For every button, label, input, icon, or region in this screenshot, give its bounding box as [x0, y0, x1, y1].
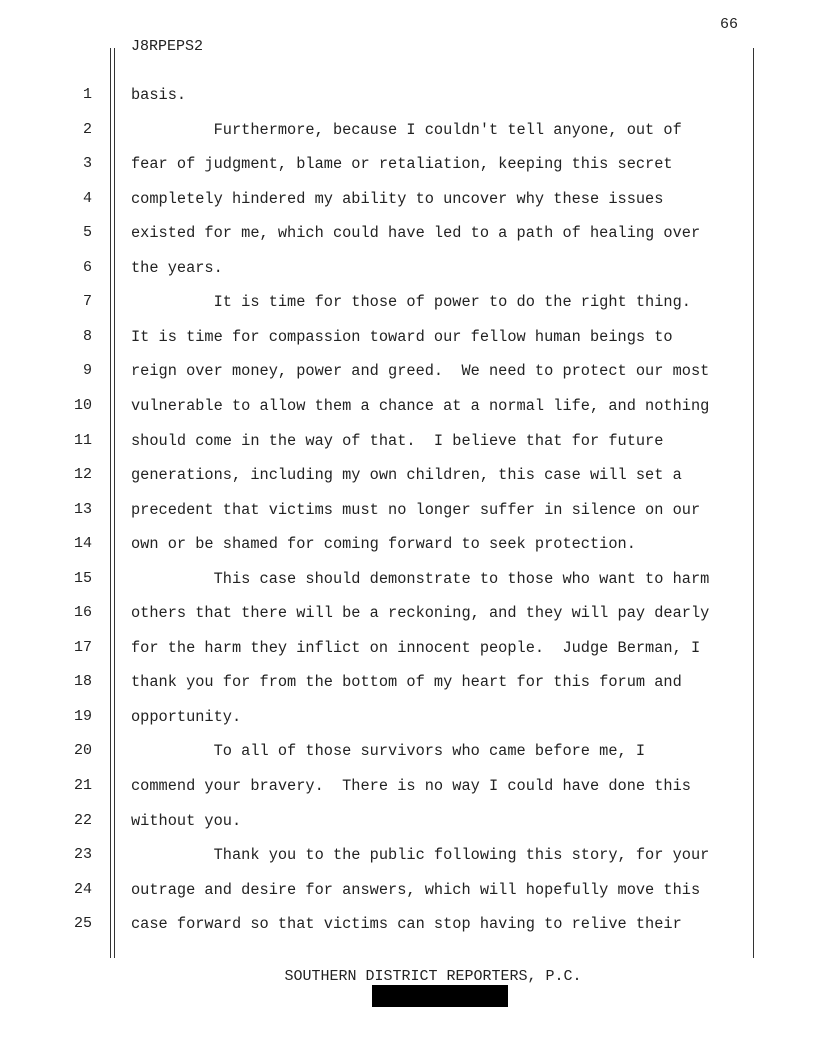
line-number: 2: [82, 120, 92, 138]
footer-reporter: SOUTHERN DISTRICT REPORTERS, P.C.: [284, 968, 582, 985]
transcript-line: [0, 429, 816, 453]
line-number: 14: [73, 535, 92, 553]
transcript-line: [0, 325, 816, 349]
line-number: 18: [73, 673, 92, 691]
line-number: 17: [73, 638, 92, 656]
transcript-line: [0, 221, 816, 245]
line-number: 21: [73, 777, 92, 794]
transcript-line: [0, 463, 816, 487]
line-number: 24: [73, 880, 92, 898]
line-text: This case should demonstrate to those who want to harm: [131, 569, 710, 588]
line-text: fear of judgment, blame or retaliation, keeping this secret: [131, 155, 673, 174]
line-text: own or be shamed for coming forward to seek protection.: [131, 535, 636, 554]
line-number: 1: [82, 86, 92, 103]
line-number: 9: [82, 362, 92, 380]
transcript-line: [0, 670, 816, 694]
line-number: 19: [73, 707, 92, 725]
line-number: 22: [73, 811, 92, 829]
case-id: J8RPEPS2: [131, 38, 204, 55]
line-text: Furthermore, because I couldn't tell anyone, out of: [131, 120, 682, 139]
line-text: thank you for from the bottom of my heart for this forum and: [131, 673, 682, 692]
line-text: reign over money, power and greed. We need to protect our most: [131, 362, 710, 381]
line-number: 7: [82, 293, 92, 311]
line-text: for the harm they inflict on innocent people. Judge Berman, I: [131, 638, 701, 657]
transcript-line: [0, 601, 816, 625]
line-number: 5: [82, 224, 92, 242]
line-text: It is time for those of power to do the right thing.: [131, 293, 691, 312]
line-text: completely hindered my ability to uncover why these issues: [131, 189, 664, 208]
transcript-line: [0, 912, 816, 936]
line-number: 6: [82, 258, 92, 276]
transcript-line: [0, 843, 816, 867]
redaction-bar: [372, 985, 508, 1007]
line-number: 3: [82, 155, 92, 173]
transcript-line: [0, 498, 816, 522]
line-number: 8: [82, 327, 92, 345]
transcript-line: [0, 118, 816, 142]
transcript-line: [0, 705, 816, 729]
line-text: existed for me, which could have led to a path of healing over: [131, 224, 701, 243]
line-text: Thank you to the public following this story, for your: [131, 846, 710, 865]
transcript-line: [0, 878, 816, 902]
line-number: 4: [82, 189, 92, 207]
transcript-line: [0, 290, 816, 314]
line-number: 11: [73, 431, 92, 449]
line-number: 15: [73, 569, 92, 587]
line-text: should come in the way of that. I believe that for future: [131, 431, 664, 450]
transcript-line: [0, 809, 816, 833]
transcript-line: [0, 83, 816, 107]
transcript-line: [0, 152, 816, 176]
line-number: 25: [73, 915, 92, 933]
line-text: To all of those survivors who came before me, I: [131, 742, 646, 761]
line-text: the years.: [131, 258, 223, 277]
transcript-line: [0, 774, 816, 798]
transcript-line: [0, 636, 816, 660]
line-text: commend your bravery. There is no way I could have done this: [131, 777, 691, 795]
line-text: It is time for compassion toward our fellow human beings to: [131, 327, 673, 346]
transcript-line: [0, 567, 816, 591]
line-text: outrage and desire for answers, which will hopefully move this: [131, 880, 701, 899]
line-number: 16: [73, 604, 92, 622]
line-text: vulnerable to allow them a chance at a normal life, and nothing: [131, 396, 710, 415]
line-text: basis.: [131, 86, 187, 104]
page-number: 66: [719, 16, 738, 33]
line-number: 23: [73, 846, 92, 864]
line-number: 13: [73, 500, 92, 518]
line-text: case forward so that victims can stop having to relive their: [131, 915, 682, 934]
transcript-line: [0, 187, 816, 211]
line-text: others that there will be a reckoning, and they will pay dearly: [131, 604, 710, 623]
line-text: precedent that victims must no longer suffer in silence on our: [131, 500, 701, 519]
transcript-line: [0, 256, 816, 280]
transcript-line: [0, 359, 816, 383]
line-number: 20: [73, 742, 92, 760]
transcript-line: [0, 532, 816, 556]
line-number: 12: [73, 466, 92, 484]
transcript-line: [0, 394, 816, 418]
line-number: 10: [73, 396, 92, 414]
line-text: opportunity.: [131, 707, 242, 726]
transcript-line: [0, 739, 816, 763]
line-text: generations, including my own children, this case will set a: [131, 466, 682, 485]
line-text: without you.: [131, 811, 242, 830]
